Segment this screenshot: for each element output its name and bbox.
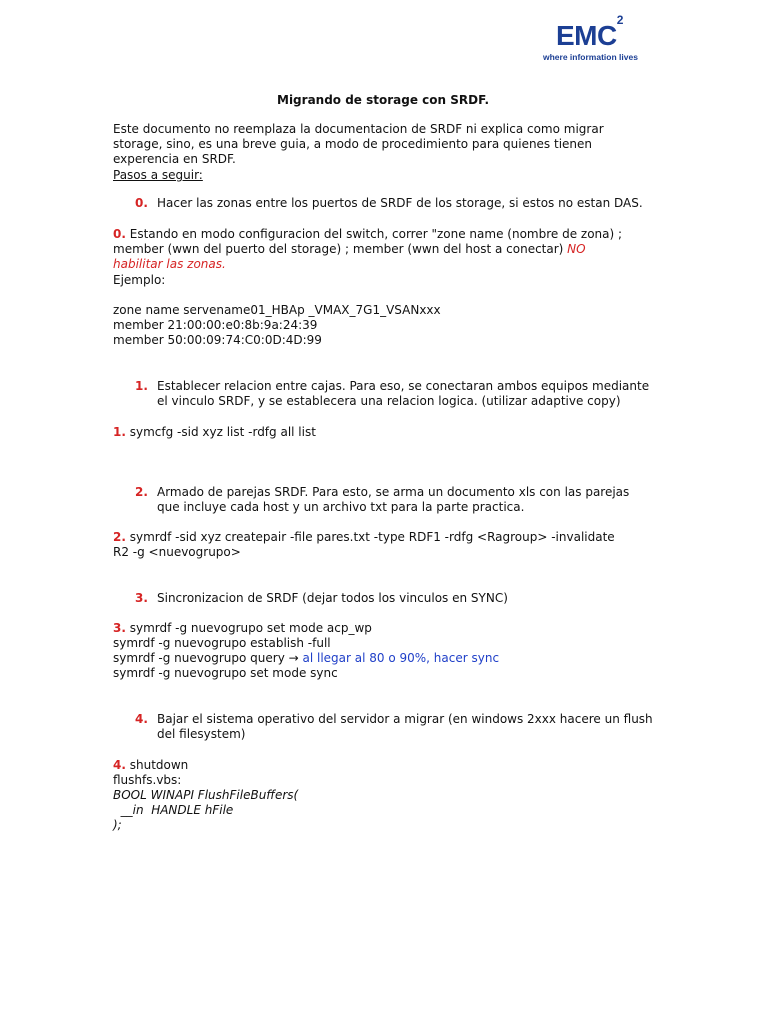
step-1-command-text: symcfg -sid xyz list -rdfg all list [125, 425, 316, 439]
step-4-text: Bajar el sistema operativo del servidor a migrar (en windows 2xxx hacere un flush del filesystem) [157, 712, 653, 741]
step-1-number: 1. [135, 379, 148, 393]
step-0-detail-number: 0. [113, 227, 126, 241]
step-3-query-text: symrdf -g nuevogrupo query → [113, 651, 303, 665]
step-0-item [135, 196, 655, 211]
example-line: member 21:00:00:e0:8b:9a:24:39 [113, 318, 318, 332]
step-2-text: Armado de parejas SRDF. Para esto, se arma un documento xls con las parejas que incluye cada host y un archivo txt para la parte practica. [157, 485, 630, 514]
step-3-item [135, 591, 655, 606]
step-0-detail-text: Estando en modo configuracion del switch, correr "zone name (nombre de zona) ; member (wwn del puerto del storage) ; member (wwn del host a conectar) [113, 227, 623, 256]
step-1-item [135, 379, 655, 409]
code-line: __in HANDLE hFile [113, 803, 234, 817]
example-line: zone name servename01_HBAp _VMAX_7G1_VSANxxx [113, 303, 441, 317]
steps-heading: Pasos a seguir: [113, 168, 203, 182]
document-title: Migrando de storage con SRDF. [277, 93, 490, 107]
step-1-command [113, 425, 316, 440]
step-1-text: Establecer relacion entre cajas. Para eso, se conectaran ambos equipos mediante el vinculo SRDF, y se establecera una relacion logica. (utilizar adaptive copy) [157, 379, 650, 408]
step-3-command-line: symrdf -g nuevogrupo establish -full [113, 636, 331, 650]
step-4-command-text: shutdown [125, 758, 189, 772]
step-2-command-text: symrdf -sid xyz createpair -file pares.txt -type RDF1 -rdfg <Ragroup> -invalidate R2 -g <nuevogrupo> [113, 530, 615, 559]
code-line: ); [113, 818, 122, 832]
step-0-detail [113, 227, 638, 272]
step-3-query-note: al llegar al 80 o 90%, hacer sync [302, 651, 500, 665]
intro-paragraph: Este documento no reemplaza la documentacion de SRDF ni explica como migrar storage, sino, es una breve guia, a modo de procedimiento para quienes tienen experencia en SRDF. [113, 122, 604, 166]
step-2-number: 2. [135, 485, 148, 499]
step-0-text: Hacer las zonas entre los puertos de SRDF de los storage, si estos no estan DAS. [157, 196, 643, 210]
step-3-command-number: 3. [113, 621, 126, 635]
code-line: BOOL WINAPI FlushFileBuffers( [113, 788, 299, 802]
step-3-command [113, 621, 372, 636]
step-4-number: 4. [135, 712, 148, 726]
step-0-warning: NO habilitar las zonas. [113, 242, 586, 271]
emc-logo-tagline: where information lives [543, 52, 638, 62]
step-2-command-number: 2. [113, 530, 126, 544]
step-3-text: Sincronizacion de SRDF (dejar todos los vinculos en SYNC) [157, 591, 508, 605]
step-2-item [135, 485, 655, 515]
example-label: Ejemplo: [113, 273, 166, 287]
step-1-command-number: 1. [113, 425, 126, 439]
step-4-item [135, 712, 655, 742]
step-3-command-line: symrdf -g nuevogrupo set mode sync [113, 666, 338, 680]
step-3-number: 3. [135, 591, 148, 605]
step-4-script-name: flushfs.vbs: [113, 773, 182, 787]
step-4-command [113, 758, 188, 773]
step-2-command [113, 530, 633, 560]
step-0-number: 0. [135, 196, 148, 210]
step-3-command-line [113, 651, 499, 666]
step-4-command-number: 4. [113, 758, 126, 772]
example-line: member 50:00:09:74:C0:0D:4D:99 [113, 333, 322, 347]
step-3-command-text: symrdf -g nuevogrupo set mode acp_wp [125, 621, 372, 635]
emc-logo-wordmark: EMC$^2$ [556, 13, 623, 51]
